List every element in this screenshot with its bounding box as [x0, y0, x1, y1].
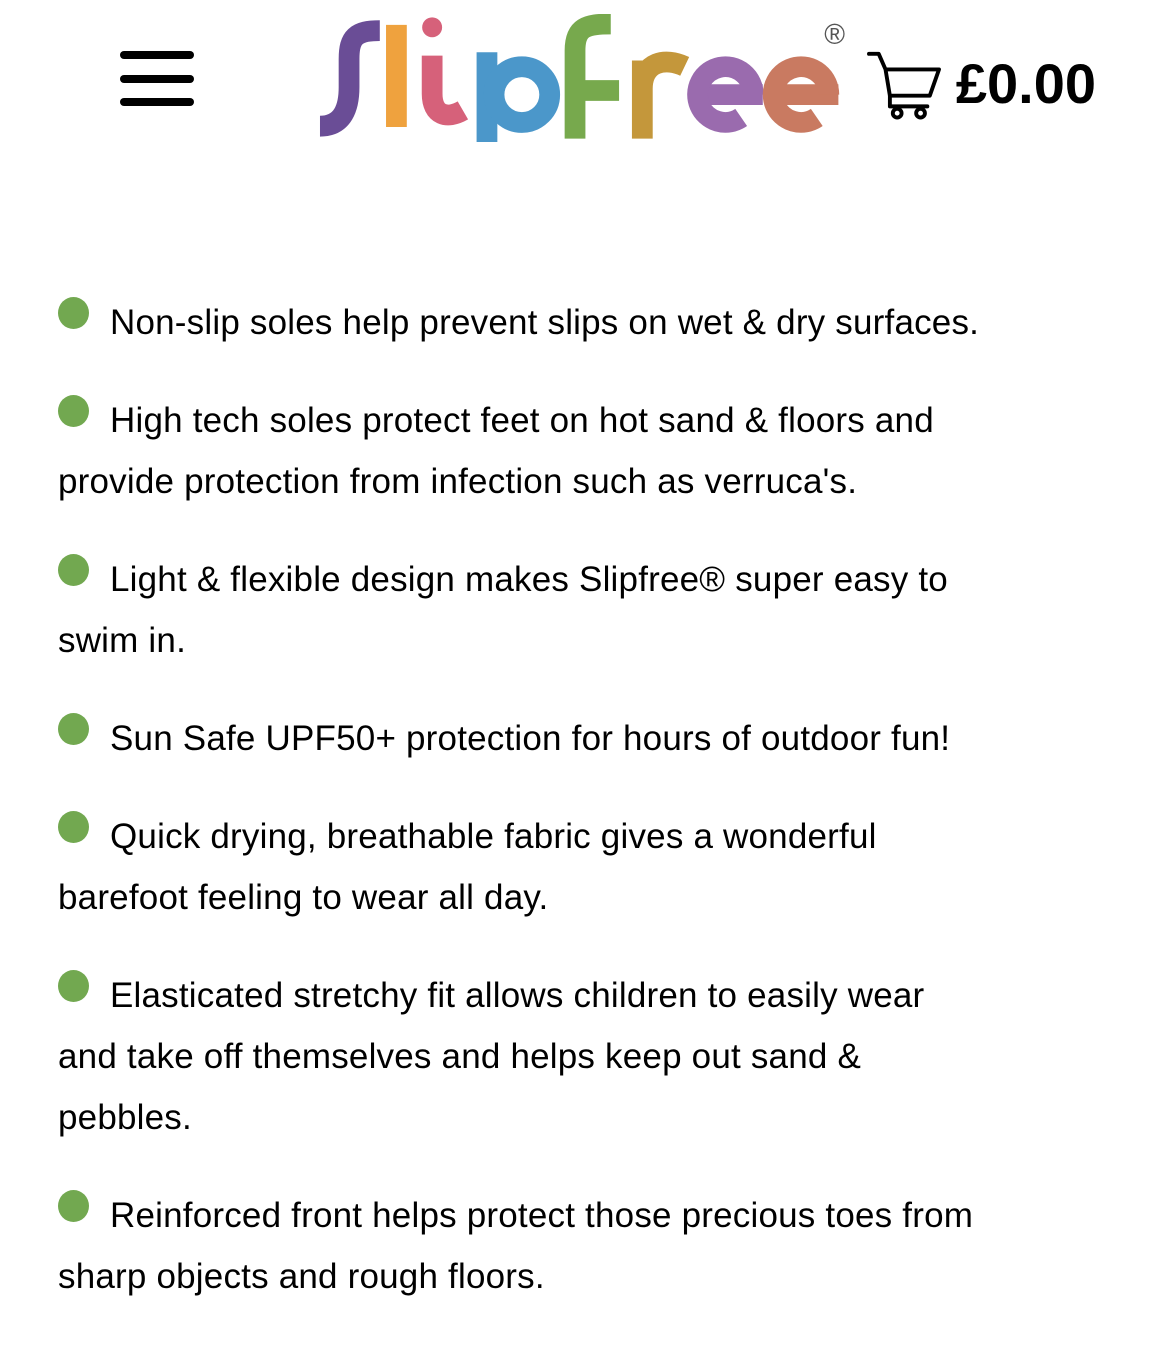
green-bullet-icon	[58, 395, 89, 427]
feature-text: Elasticated stretchy fit allows children to easily wear and take off themselves and helps keep out sand & pebbles.	[58, 976, 925, 1137]
cart-icon	[865, 48, 943, 120]
feature-text: Quick drying, breathable fabric gives a wonderful barefoot feeling to wear all day.	[58, 817, 877, 917]
feature-text: Sun Safe UPF50+ protection for hours of outdoor fun!	[110, 719, 951, 758]
green-bullet-icon	[58, 297, 89, 329]
registered-mark: ®	[824, 17, 846, 50]
logo-letter-i-dot	[422, 17, 442, 37]
list-item	[58, 292, 1115, 353]
cart-total: £0.00	[955, 52, 1096, 115]
hamburger-menu-button[interactable]	[120, 51, 194, 106]
feature-text: Light & flexible design makes Slipfree® super easy to swim in.	[58, 560, 948, 660]
hamburger-bar	[120, 51, 194, 59]
green-bullet-icon	[58, 713, 89, 745]
site-header	[0, 0, 1170, 160]
list-item	[58, 708, 1115, 769]
feature-text: High tech soles protect feet on hot sand & floors and provide protection from infection such as verruca's.	[58, 401, 934, 501]
list-item	[58, 549, 1115, 671]
logo-letter-i	[432, 56, 463, 115]
list-item	[58, 806, 1115, 928]
feature-text: Reinforced front helps protect those precious toes from sharp objects and rough floors.	[58, 1196, 974, 1296]
feature-text: Non-slip soles help prevent slips on wet & dry surfaces.	[110, 303, 980, 342]
hamburger-bar	[120, 98, 194, 106]
green-bullet-icon	[58, 811, 89, 843]
features-list	[0, 160, 1170, 1347]
list-item	[58, 1185, 1115, 1307]
logo-letter-s	[320, 31, 380, 127]
slipfree-logo[interactable]	[315, 14, 855, 147]
logo-letter-r	[642, 61, 684, 139]
green-bullet-icon	[58, 970, 89, 1002]
logo-letter-p-bowl	[494, 67, 550, 123]
cart-button[interactable]	[865, 48, 1096, 120]
logo-letter-f	[575, 24, 619, 139]
list-item	[58, 390, 1115, 512]
green-bullet-icon	[58, 1190, 89, 1222]
hamburger-bar	[120, 75, 194, 83]
list-item	[58, 965, 1115, 1148]
green-bullet-icon	[58, 554, 89, 586]
